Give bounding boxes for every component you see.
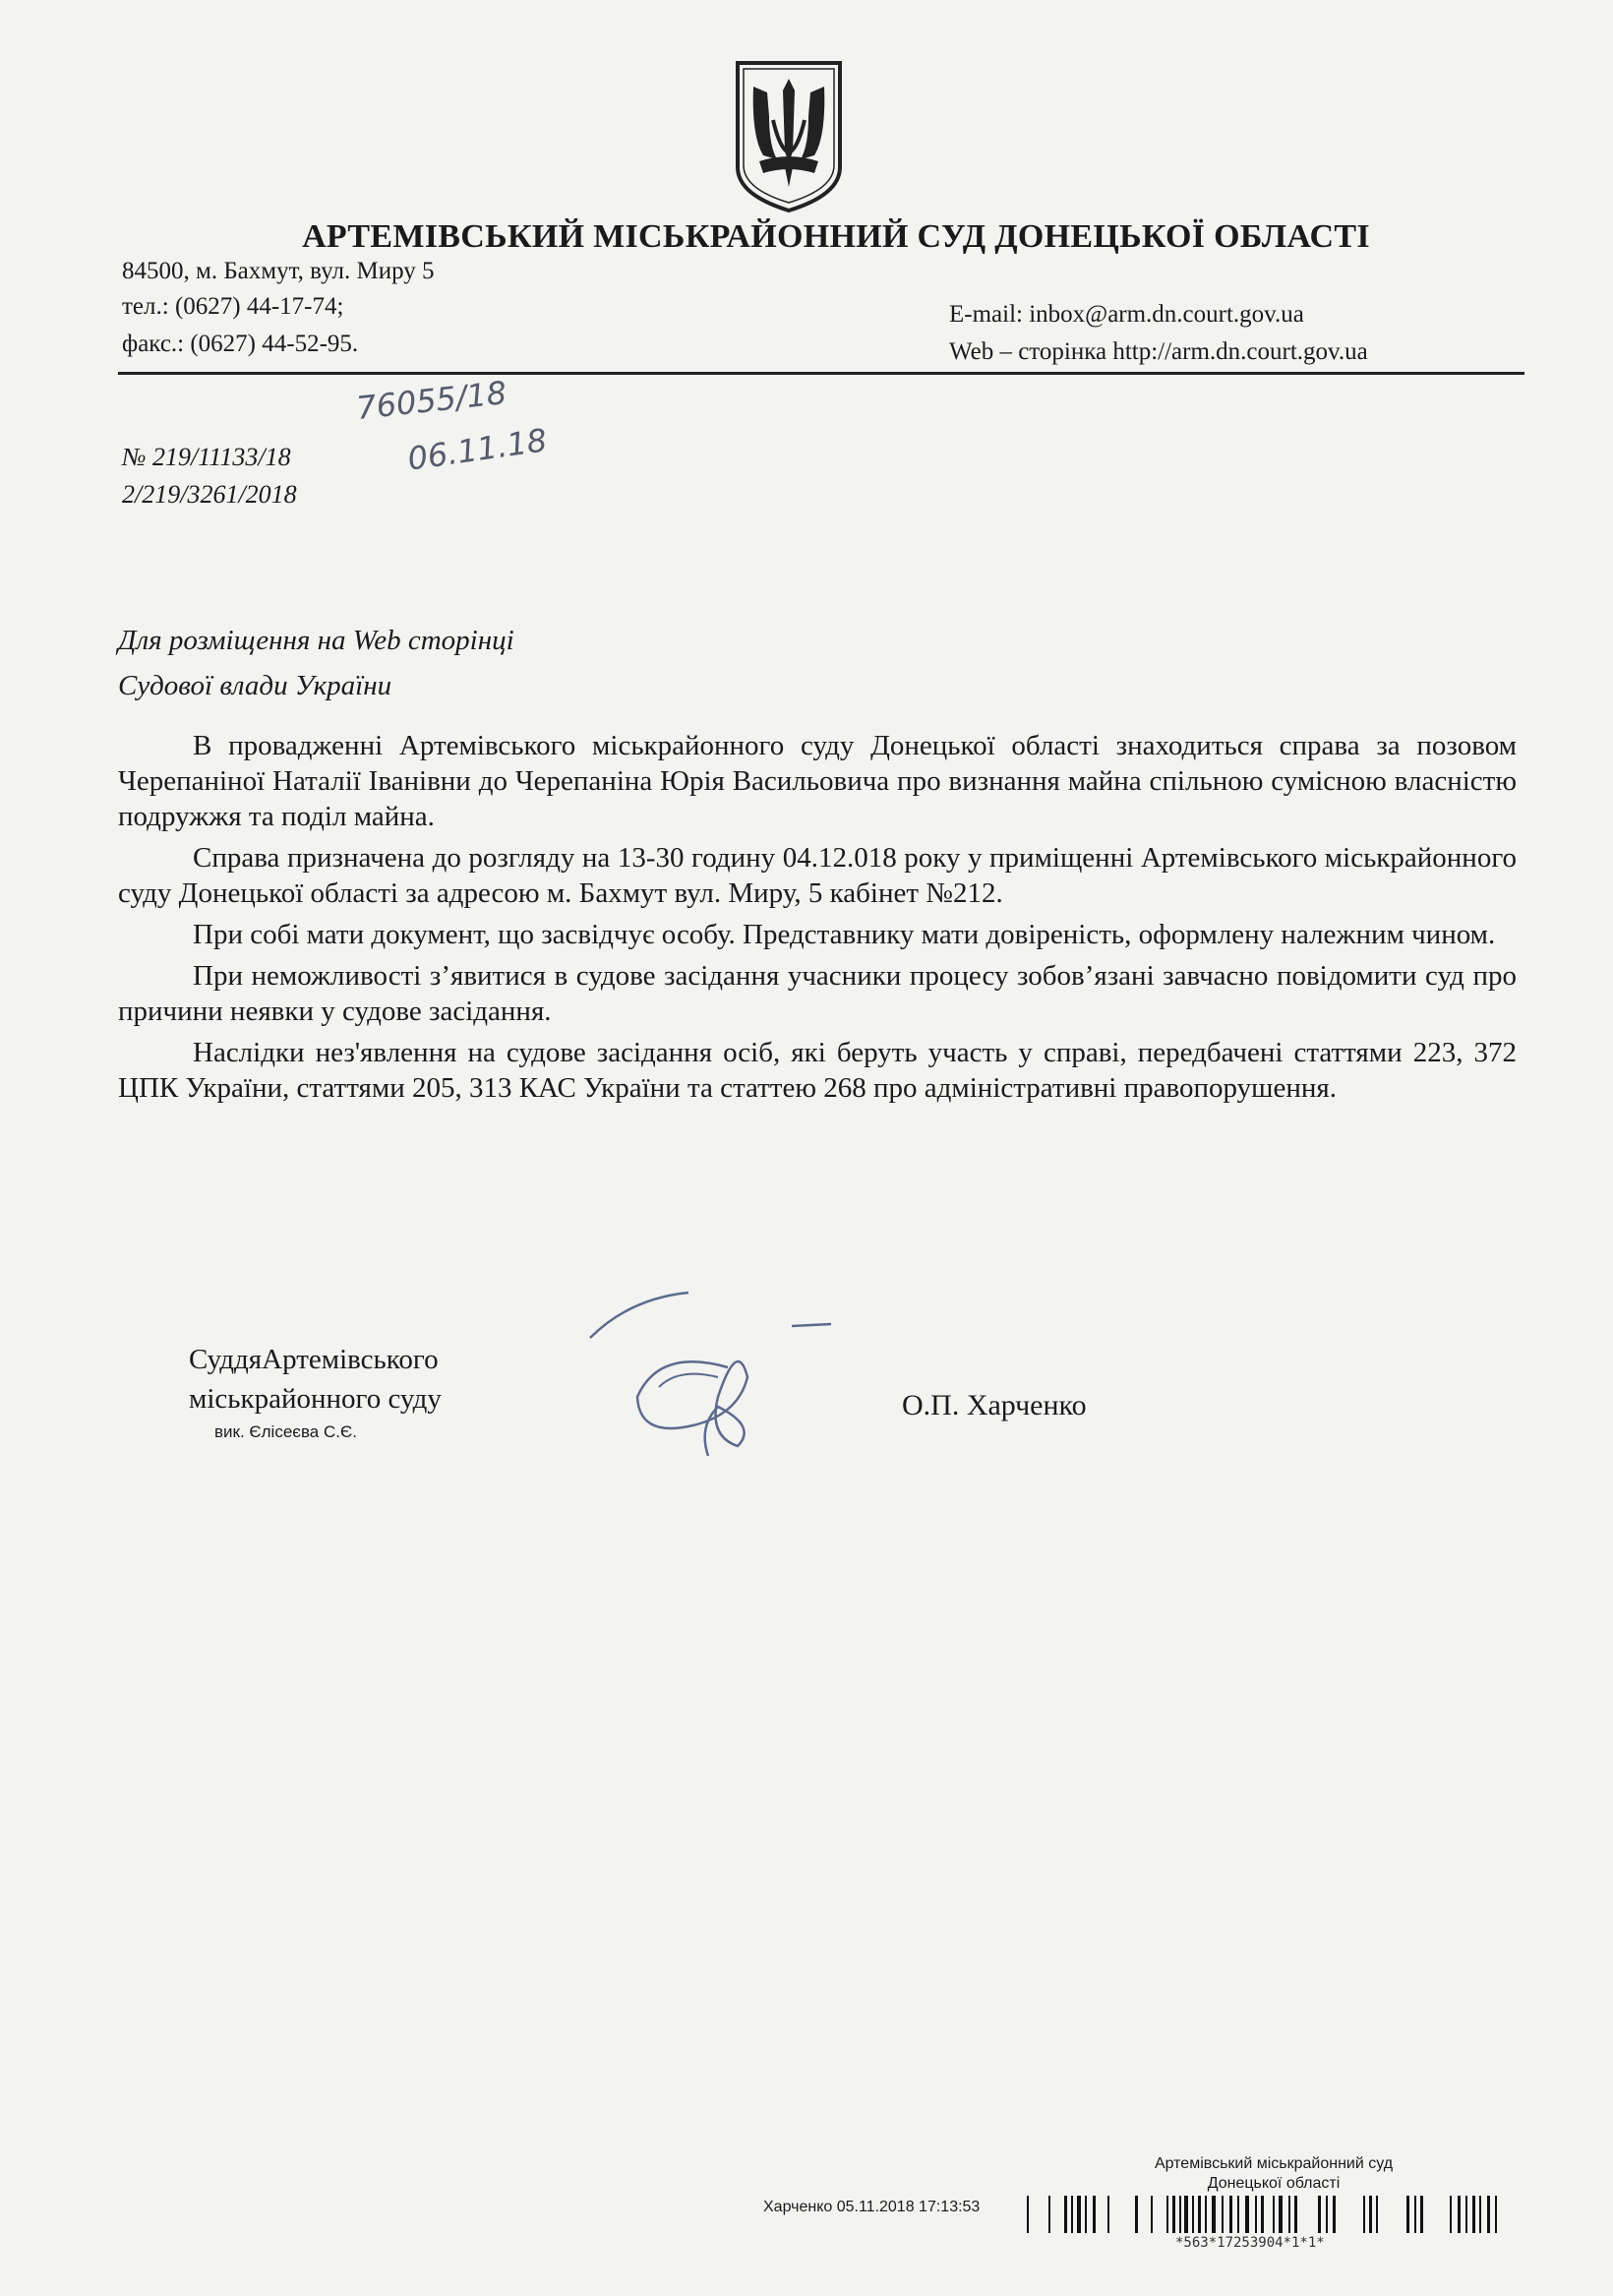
registry-barcode [1025, 2196, 1509, 2233]
handwritten-incoming-date: 06.11.18 [405, 421, 550, 478]
case-number: 2/219/3261/2018 [122, 480, 297, 509]
body-paragraph-5: Наслідки нез'явлення на судове засідання осіб, які беруть участь у справі, передбачені статтями 223, 372 ЦПК України, статтями 205, 313 КАС України та статтею 268 про адміністративні правопорушення. [118, 1037, 1517, 1104]
trident-emblem-icon [730, 57, 848, 214]
reference-block [122, 439, 297, 514]
registry-barcode-text: *563*17253904*1*1* [1175, 2235, 1325, 2251]
body-paragraph-1: В провадженні Артемівського міськрайонного суду Донецької області знаходиться справа за позовом Черепаніної Наталії Іванівни до Черепаніна Юрія Васильовича про визнання майна спільною сумісною власністю подружжя та поділ майна. [118, 730, 1517, 832]
destination-block [118, 618, 514, 708]
court-address: 84500, м. Бахмут, вул. Миру 5 [122, 258, 435, 284]
body-paragraph-3: При собі мати документ, що засвідчує особу. Представнику мати довіреність, оформлену належним чином. [193, 919, 1496, 950]
notice-body [118, 728, 1517, 1112]
court-fax: факс.: (0627) 44-52-95. [122, 331, 359, 357]
judge-title-block [189, 1340, 442, 1419]
header-divider [118, 372, 1524, 375]
registry-stamp-organization [1111, 2154, 1436, 2194]
destination-line-2: Судової влади України [118, 670, 392, 701]
body-paragraph-4: При неможливості з’явитися в судове засідання учасники процесу зобов’язані завчасно повідомити суд про причини неявки у судове засідання. [118, 960, 1517, 1027]
registry-stamp-signer-time: Харченко 05.11.2018 17:13:53 [763, 2199, 981, 2215]
court-website: Web – сторінка http://arm.dn.court.gov.ua [949, 338, 1368, 365]
judge-name: О.П. Харченко [902, 1389, 1087, 1421]
destination-line-1: Для розміщення на Web сторінці [118, 625, 514, 656]
handwritten-signature [570, 1279, 856, 1476]
reference-number: № 219/11133/18 [122, 443, 291, 471]
registry-stamp-org-line-2: Донецької області [1207, 2175, 1341, 2192]
court-name: АРТЕМІВСЬКИЙ МІСЬКРАЙОННИЙ СУД ДОНЕЦЬКОЇ ОБЛАСТІ [302, 218, 1370, 255]
executor-note: вик. Єлісеєва С.Є. [214, 1422, 357, 1441]
registry-stamp-org-line-1: Артемівський міськрайонний суд [1154, 2155, 1394, 2172]
court-phone: тел.: (0627) 44-17-74; [122, 293, 344, 320]
court-email: E-mail: inbox@arm.dn.court.gov.ua [949, 301, 1304, 328]
handwritten-incoming-number: 76055/18 [354, 374, 508, 427]
judge-title-line-1: СуддяАртемівського [189, 1344, 439, 1375]
judge-title-line-2: міськрайонного суду [189, 1383, 442, 1415]
body-paragraph-2: Справа призначена до розгляду на 13-30 годину 04.12.018 року у приміщенні Артемівського міськрайонного суду Донецької області за адресою м. Бахмут вул. Миру, 5 кабінет №212. [118, 842, 1517, 909]
